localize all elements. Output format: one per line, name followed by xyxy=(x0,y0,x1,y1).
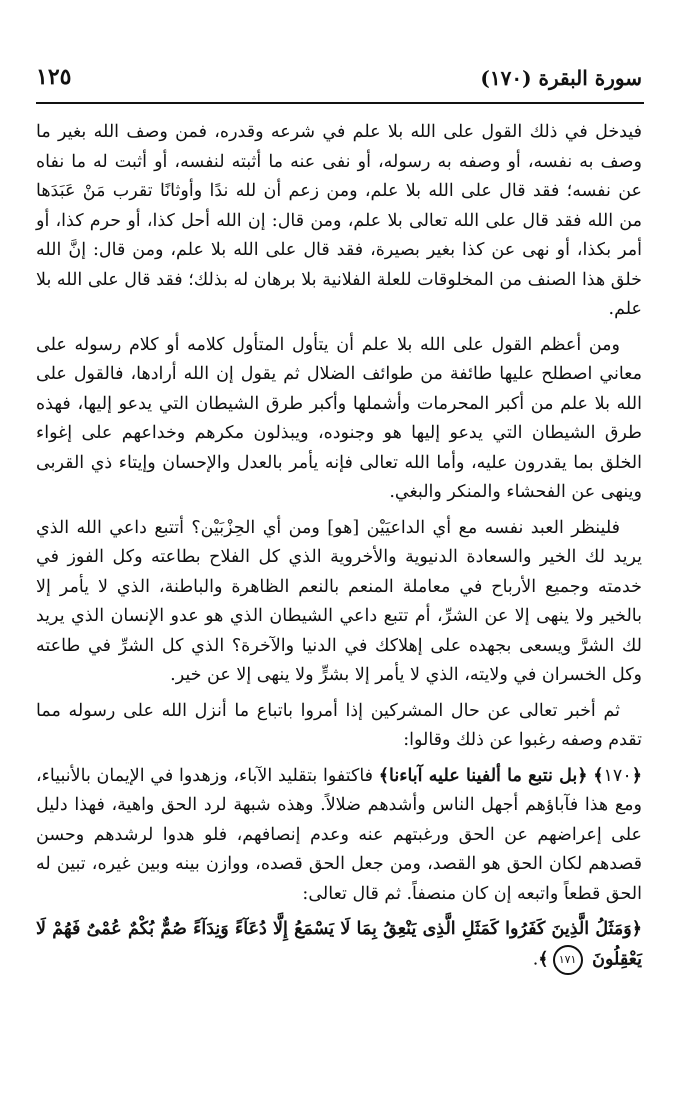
verse-170-number: ١٧٠ xyxy=(603,765,632,786)
verse-170-quote-open: ﴿ xyxy=(577,765,588,786)
page-body xyxy=(36,118,642,981)
verse-170-quote: بل نتبع ما ألفينا عليه آباءنا xyxy=(389,765,578,786)
verse-170-commentary: فاكتفوا بتقليد الآباء، وزهدوا في الإيمان بالأنبياء، ومع هذا فآباؤهم أجهل الناس وأشدهم ضلالاً. وهذه شبهة لرد الحق واهية، فهذا دليل على إعراضهم عن الحق ورغبتهم عنه وعدم إنصافهم، فلو هدوا لرشدهم وحسن قصدهم لكان الحق هو القصد، ومن جعل الحق قصده، ووازن بينه وبين غيره، تبين له الحق قطعاً واتبعه إن كان منصفاً. ثم قال تعالى: xyxy=(36,765,642,904)
verse-171-paragraph xyxy=(36,915,642,975)
verse-170-paragraph xyxy=(36,762,642,910)
verse-170-quote-close: ﴾ xyxy=(378,765,390,786)
paragraph-2: ومن أعظم القول على الله بلا علم أن يتأول المتأول كلامه أو كلام رسوله على معاني اصطلح عليها طائفة من طوائف الضلال ثم يقول إن الله أرادها، فالقول على الله بلا علم من أكبر المحرمات وأشملها وأكبر طرق الشيطان التي يدعو إليها، فهذه طرق الشيطان التي يدعو إليها هو وجنوده، ويبذلون مكرهم وخداعهم على إغواء الخلق بما يقدرون عليه، وأما الله تعالى فإنه يأمر بالعدل والإحسان وإيتاء ذي القربى وينهى عن الفحشاء والمنكر والبغي. xyxy=(36,334,642,502)
verse-170-close-brace: ﴾ xyxy=(593,765,604,786)
verse-171-close-brace: ﴾ xyxy=(538,949,549,969)
verse-171-open-brace: ﴿ xyxy=(631,919,642,939)
header-divider xyxy=(36,102,644,104)
verse-171-end: . xyxy=(532,949,539,969)
ayah-number-marker: ١٧١ xyxy=(553,945,583,975)
paragraph-1: فيدخل في ذلك القول على الله بلا علم في شرعه وقدره، فمن وصف الله بغير ما وصف به نفسه، أو وصفه به رسوله، أو نفى عنه ما أثبته لنفسه، أو أثبت له ما نفاه عن نفسه؛ فقد قال على الله بلا علم، ومن زعم أن لله ندًا وأوثانًا تقرب مَنْ عَبَدَها من الله فقد قال على الله تعالى بلا علم، ومن قال: إن الله أحل كذا، أو حرم كذا، أو أمر بكذا، أو نهى عن كذا بغير بصيرة، فقد قال على الله بلا علم، ومن قال: إنَّ الله خلق هذا الصنف من المخلوقات للعلة الفلانية بلا برهان له بذلك؛ فقد قال على الله بلا علم. xyxy=(36,122,642,319)
surah-title: سورة البقرة (١٧٠) xyxy=(480,66,642,90)
verse-170-open-brace: ﴿ xyxy=(631,765,642,786)
paragraph-4: ثم أخبر تعالى عن حال المشركين إذا أمروا باتباع ما أنزل الله على رسوله مما تقدم وصفه رغبوا عن ذلك وقالوا: xyxy=(36,700,642,750)
page-number: ١٢٥ xyxy=(36,64,72,90)
paragraph-3: فلينظر العبد نفسه مع أي الداعيَيْن [هو] ومن أي الحِزْبَيْن؟ أتتبع داعي الله الذي يريد لك الخير والسعادة الدنيوية والأخروية الذي كل الفلاح بطاعته وكل الفوز في خدمته وجميع الأرباح في معاملة المنعم بالنعم الظاهرة والباطنة، الذي لا يأمر إلا بالخير ولا ينهى إلا عن الشرِّ، أم تتبع داعي الشيطان الذي هو عدو الإنسان الذي يريد لك الشرَّ ويسعى بجهده على إهلاكك في الدنيا والآخرة؟ الذي كل الشرِّ في طاعته وكل الخسران في ولايته، الذي لا يأمر إلا بشرٍّ ولا ينهى إلا عن خير. xyxy=(36,517,642,685)
verse-171-text: وَمَثَلُ الَّذِينَ كَفَرُوا كَمَثَلِ الَّذِى يَنْعِقُ بِمَا لَا يَسْمَعُ إِلَّا دُعَآءً وَنِدَآءً صُمٌّ بُكْمٌ عُمْىٌ فَهُمْ لَا يَعْقِلُونَ xyxy=(36,919,642,969)
page-header xyxy=(36,62,642,96)
